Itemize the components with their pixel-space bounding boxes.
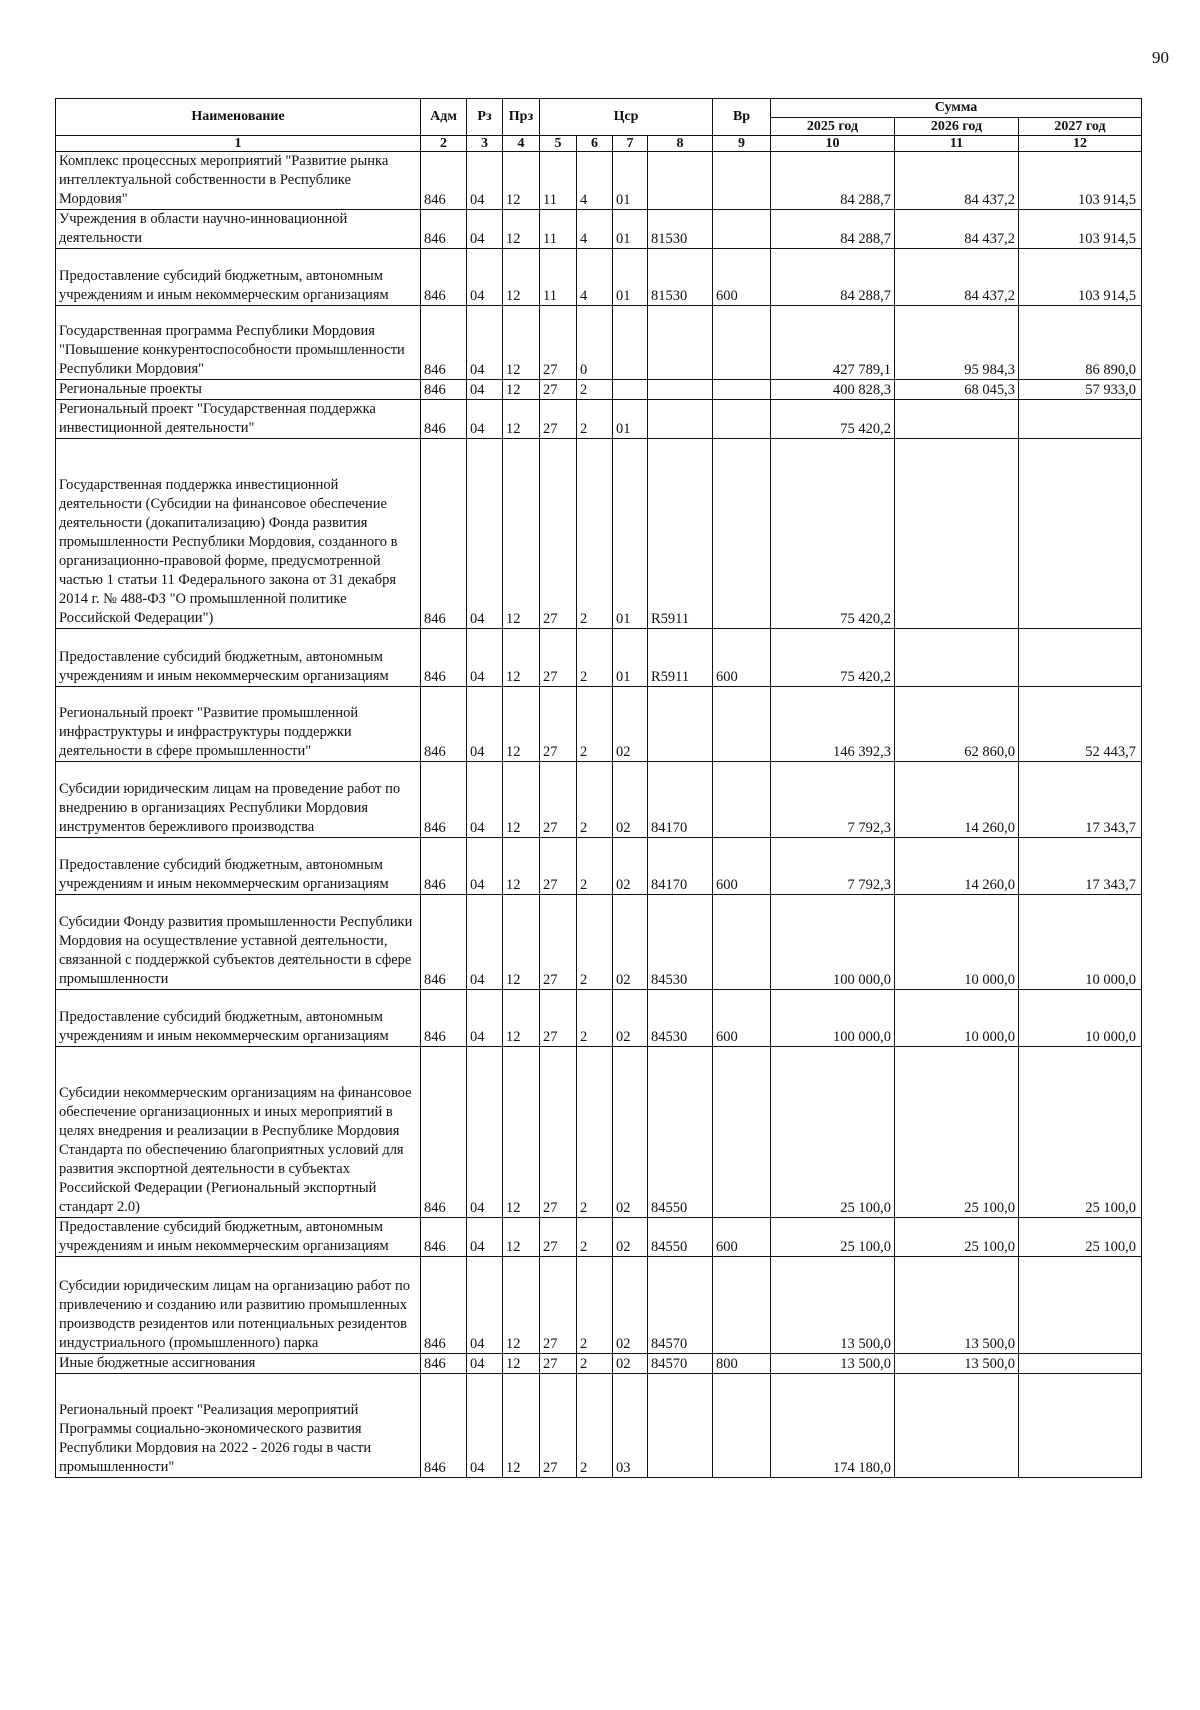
row-csr-7: 01: [613, 152, 648, 210]
row-csr-6: 2: [577, 629, 613, 687]
row-csr-6: 2: [577, 1047, 613, 1218]
row-sum-2025: 7 792,3: [771, 838, 895, 895]
row-sum-2027: 17 343,7: [1019, 762, 1142, 838]
row-rz: 04: [467, 400, 503, 439]
row-prz: 12: [503, 1257, 540, 1354]
row-vr: [713, 1257, 771, 1354]
page-number: 90: [1152, 48, 1169, 67]
row-prz: 12: [503, 400, 540, 439]
row-name: Предоставление субсидий бюджетным, автономным учреждениям и иным некоммерческим организациям: [56, 990, 421, 1047]
row-csr-7: 02: [613, 1047, 648, 1218]
column-number: 1: [56, 136, 421, 152]
row-sum-2027: 52 443,7: [1019, 687, 1142, 762]
row-prz: 12: [503, 439, 540, 629]
row-rz: 04: [467, 1374, 503, 1478]
row-csr-7: [613, 380, 648, 400]
row-vr: 600: [713, 838, 771, 895]
row-vr: 600: [713, 249, 771, 306]
row-csr-5: 27: [540, 687, 577, 762]
column-number: 9: [713, 136, 771, 152]
row-csr-8: [648, 400, 713, 439]
row-sum-2026: [895, 439, 1019, 629]
row-rz: 04: [467, 838, 503, 895]
table-row: [56, 1257, 1142, 1354]
row-csr-7: 01: [613, 629, 648, 687]
row-name: Региональный проект "Развитие промышленной инфраструктуры и инфраструктуры поддержки деятельности в сфере промышленности": [56, 687, 421, 762]
row-sum-2027: [1019, 1354, 1142, 1374]
row-name: Государственная поддержка инвестиционной деятельности (Субсидии на финансовое обеспечение деятельности (докапитализацию) Фонда развития промышленности Республики Мордовия, созданного в организационно-правовой форме, предусмотренной частью 1 статьи 11 Федерального закона от 31 декабря 2014 г. № 488-ФЗ "О промышленной политике Российской Федерации"): [56, 439, 421, 629]
row-vr: 600: [713, 1218, 771, 1257]
row-csr-6: 2: [577, 380, 613, 400]
column-number-row: [56, 136, 1142, 152]
header-csr: Цср: [540, 99, 713, 136]
row-adm: 846: [421, 762, 467, 838]
row-vr: [713, 762, 771, 838]
row-rz: 04: [467, 1354, 503, 1374]
row-name: Предоставление субсидий бюджетным, автономным учреждениям и иным некоммерческим организациям: [56, 629, 421, 687]
row-vr: [713, 687, 771, 762]
row-csr-7: [613, 306, 648, 380]
row-rz: 04: [467, 249, 503, 306]
row-rz: 04: [467, 1047, 503, 1218]
row-csr-7: 02: [613, 1218, 648, 1257]
row-csr-7: 02: [613, 990, 648, 1047]
row-csr-6: 2: [577, 990, 613, 1047]
row-rz: 04: [467, 380, 503, 400]
row-name: Иные бюджетные ассигнования: [56, 1354, 421, 1374]
row-sum-2026: 84 437,2: [895, 152, 1019, 210]
row-sum-2026: 13 500,0: [895, 1257, 1019, 1354]
row-prz: 12: [503, 1218, 540, 1257]
header-2027: 2027 год: [1019, 118, 1142, 136]
row-csr-7: 01: [613, 249, 648, 306]
row-prz: 12: [503, 1047, 540, 1218]
row-csr-8: [648, 1374, 713, 1478]
row-sum-2026: 14 260,0: [895, 762, 1019, 838]
row-vr: [713, 400, 771, 439]
row-sum-2026: 13 500,0: [895, 1354, 1019, 1374]
row-sum-2027: 25 100,0: [1019, 1218, 1142, 1257]
row-sum-2025: 25 100,0: [771, 1047, 895, 1218]
row-prz: 12: [503, 1354, 540, 1374]
row-vr: [713, 380, 771, 400]
row-csr-6: 2: [577, 439, 613, 629]
row-sum-2026: [895, 400, 1019, 439]
row-adm: 846: [421, 439, 467, 629]
row-csr-7: 01: [613, 439, 648, 629]
row-csr-5: 27: [540, 1257, 577, 1354]
row-name: Субсидии юридическим лицам на организацию работ по привлечению и созданию или развитию промышленных производств резидентов или потенциальных резидентов индустриального (промышленного) парка: [56, 1257, 421, 1354]
row-name: Субсидии Фонду развития промышленности Республики Мордовия на осуществление уставной деятельности, связанной с поддержкой субъектов деятельности в сфере промышленности: [56, 895, 421, 990]
table-row: [56, 210, 1142, 249]
row-sum-2025: 400 828,3: [771, 380, 895, 400]
row-prz: 12: [503, 687, 540, 762]
row-sum-2027: 57 933,0: [1019, 380, 1142, 400]
row-csr-5: 27: [540, 895, 577, 990]
row-adm: 846: [421, 249, 467, 306]
row-csr-5: 27: [540, 1354, 577, 1374]
row-csr-6: 2: [577, 762, 613, 838]
row-csr-8: 84550: [648, 1218, 713, 1257]
row-csr-5: 27: [540, 306, 577, 380]
row-vr: [713, 306, 771, 380]
table-row: [56, 152, 1142, 210]
row-rz: 04: [467, 210, 503, 249]
column-number: 11: [895, 136, 1019, 152]
row-sum-2025: 75 420,2: [771, 400, 895, 439]
row-sum-2025: 100 000,0: [771, 895, 895, 990]
row-adm: 846: [421, 306, 467, 380]
row-name: Субсидии юридическим лицам на проведение работ по внедрению в организациях Республики Мордовия инструментов бережливого производства: [56, 762, 421, 838]
row-adm: 846: [421, 687, 467, 762]
row-name: Учреждения в области научно-инновационной деятельности: [56, 210, 421, 249]
row-sum-2025: 174 180,0: [771, 1374, 895, 1478]
row-rz: 04: [467, 762, 503, 838]
row-sum-2026: 14 260,0: [895, 838, 1019, 895]
row-csr-8: 84170: [648, 762, 713, 838]
row-csr-5: 27: [540, 1218, 577, 1257]
row-csr-6: 4: [577, 152, 613, 210]
row-sum-2025: 75 420,2: [771, 439, 895, 629]
row-sum-2025: 100 000,0: [771, 990, 895, 1047]
row-csr-8: [648, 152, 713, 210]
row-sum-2025: 84 288,7: [771, 249, 895, 306]
row-name: Предоставление субсидий бюджетным, автономным учреждениям и иным некоммерческим организациям: [56, 249, 421, 306]
row-csr-7: 01: [613, 210, 648, 249]
row-rz: 04: [467, 895, 503, 990]
row-sum-2027: [1019, 400, 1142, 439]
row-prz: 12: [503, 629, 540, 687]
table-row: [56, 1374, 1142, 1478]
row-sum-2025: 84 288,7: [771, 152, 895, 210]
row-csr-5: 27: [540, 629, 577, 687]
row-adm: 846: [421, 895, 467, 990]
row-csr-7: 01: [613, 400, 648, 439]
header-sum: Сумма: [771, 99, 1142, 118]
row-csr-8: 84530: [648, 990, 713, 1047]
row-prz: 12: [503, 249, 540, 306]
header-adm: Адм: [421, 99, 467, 136]
row-rz: 04: [467, 306, 503, 380]
row-csr-7: 02: [613, 838, 648, 895]
row-csr-6: 2: [577, 1257, 613, 1354]
row-csr-8: 84550: [648, 1047, 713, 1218]
header-vr: Вр: [713, 99, 771, 136]
row-prz: 12: [503, 762, 540, 838]
row-adm: 846: [421, 1374, 467, 1478]
row-csr-8: [648, 380, 713, 400]
column-number: 2: [421, 136, 467, 152]
row-sum-2026: [895, 629, 1019, 687]
row-sum-2027: [1019, 1374, 1142, 1478]
budget-table: [55, 98, 1142, 1478]
table-row: [56, 687, 1142, 762]
row-sum-2025: 25 100,0: [771, 1218, 895, 1257]
row-sum-2025: 13 500,0: [771, 1257, 895, 1354]
row-prz: 12: [503, 306, 540, 380]
table-row: [56, 1218, 1142, 1257]
row-sum-2027: 25 100,0: [1019, 1047, 1142, 1218]
header-name: Наименование: [56, 99, 421, 136]
row-csr-5: 27: [540, 400, 577, 439]
row-csr-6: 4: [577, 210, 613, 249]
row-csr-6: 2: [577, 838, 613, 895]
header-2026: 2026 год: [895, 118, 1019, 136]
row-vr: 600: [713, 990, 771, 1047]
row-csr-5: 27: [540, 838, 577, 895]
row-csr-7: 02: [613, 1257, 648, 1354]
row-sum-2027: 86 890,0: [1019, 306, 1142, 380]
row-vr: [713, 1047, 771, 1218]
column-number: 12: [1019, 136, 1142, 152]
row-sum-2027: [1019, 1257, 1142, 1354]
row-csr-5: 27: [540, 439, 577, 629]
row-rz: 04: [467, 439, 503, 629]
row-name: Региональный проект "Государственная поддержка инвестиционной деятельности": [56, 400, 421, 439]
row-vr: [713, 895, 771, 990]
row-sum-2026: 10 000,0: [895, 990, 1019, 1047]
row-vr: 800: [713, 1354, 771, 1374]
row-csr-8: 84530: [648, 895, 713, 990]
row-name: Предоставление субсидий бюджетным, автономным учреждениям и иным некоммерческим организациям: [56, 1218, 421, 1257]
row-rz: 04: [467, 687, 503, 762]
row-sum-2027: 103 914,5: [1019, 249, 1142, 306]
row-csr-8: R5911: [648, 439, 713, 629]
row-adm: 846: [421, 1218, 467, 1257]
row-rz: 04: [467, 629, 503, 687]
row-csr-8: [648, 687, 713, 762]
row-sum-2027: 17 343,7: [1019, 838, 1142, 895]
row-csr-7: 03: [613, 1374, 648, 1478]
row-sum-2025: 427 789,1: [771, 306, 895, 380]
row-csr-6: 2: [577, 1218, 613, 1257]
row-sum-2026: 84 437,2: [895, 210, 1019, 249]
row-prz: 12: [503, 990, 540, 1047]
column-number: 8: [648, 136, 713, 152]
column-number: 5: [540, 136, 577, 152]
row-csr-5: 27: [540, 380, 577, 400]
row-sum-2027: 103 914,5: [1019, 210, 1142, 249]
table-row: [56, 249, 1142, 306]
row-sum-2026: [895, 1374, 1019, 1478]
row-csr-8: 84570: [648, 1354, 713, 1374]
column-number: 3: [467, 136, 503, 152]
row-sum-2026: 84 437,2: [895, 249, 1019, 306]
row-sum-2027: 10 000,0: [1019, 895, 1142, 990]
row-adm: 846: [421, 1257, 467, 1354]
row-sum-2027: 103 914,5: [1019, 152, 1142, 210]
row-adm: 846: [421, 400, 467, 439]
row-name: Региональные проекты: [56, 380, 421, 400]
row-sum-2026: 10 000,0: [895, 895, 1019, 990]
row-sum-2025: 84 288,7: [771, 210, 895, 249]
row-name: Государственная программа Республики Мордовия "Повышение конкурентоспособности промышленности Республики Мордовия": [56, 306, 421, 380]
row-adm: 846: [421, 838, 467, 895]
row-adm: 846: [421, 380, 467, 400]
row-csr-6: 2: [577, 1374, 613, 1478]
column-number: 6: [577, 136, 613, 152]
row-sum-2026: 62 860,0: [895, 687, 1019, 762]
row-adm: 846: [421, 1354, 467, 1374]
row-vr: [713, 439, 771, 629]
header-2025: 2025 год: [771, 118, 895, 136]
row-csr-8: [648, 306, 713, 380]
row-csr-8: R5911: [648, 629, 713, 687]
row-sum-2025: 13 500,0: [771, 1354, 895, 1374]
row-sum-2027: 10 000,0: [1019, 990, 1142, 1047]
column-number: 10: [771, 136, 895, 152]
row-sum-2026: 68 045,3: [895, 380, 1019, 400]
row-rz: 04: [467, 152, 503, 210]
row-sum-2025: 75 420,2: [771, 629, 895, 687]
table-row: [56, 762, 1142, 838]
row-rz: 04: [467, 1257, 503, 1354]
row-csr-7: 02: [613, 762, 648, 838]
table-row: [56, 838, 1142, 895]
row-prz: 12: [503, 838, 540, 895]
table-row: [56, 1047, 1142, 1218]
table-row: [56, 439, 1142, 629]
table-row: [56, 400, 1142, 439]
header-prz: Прз: [503, 99, 540, 136]
table-row: [56, 990, 1142, 1047]
row-csr-5: 27: [540, 1047, 577, 1218]
row-rz: 04: [467, 990, 503, 1047]
table-body: [56, 152, 1142, 1478]
row-csr-6: 4: [577, 249, 613, 306]
row-csr-6: 2: [577, 1354, 613, 1374]
row-sum-2025: 146 392,3: [771, 687, 895, 762]
row-adm: 846: [421, 990, 467, 1047]
row-csr-5: 11: [540, 152, 577, 210]
row-prz: 12: [503, 152, 540, 210]
row-csr-8: 84570: [648, 1257, 713, 1354]
row-csr-6: 2: [577, 400, 613, 439]
column-number: 4: [503, 136, 540, 152]
row-csr-5: 27: [540, 1374, 577, 1478]
row-sum-2025: 7 792,3: [771, 762, 895, 838]
row-adm: 846: [421, 152, 467, 210]
row-prz: 12: [503, 895, 540, 990]
row-sum-2027: [1019, 629, 1142, 687]
row-vr: [713, 210, 771, 249]
table-row: [56, 380, 1142, 400]
row-vr: 600: [713, 629, 771, 687]
row-csr-6: 0: [577, 306, 613, 380]
header-rz: Рз: [467, 99, 503, 136]
row-vr: [713, 1374, 771, 1478]
row-adm: 846: [421, 1047, 467, 1218]
row-vr: [713, 152, 771, 210]
row-adm: 846: [421, 210, 467, 249]
row-sum-2026: 25 100,0: [895, 1218, 1019, 1257]
row-csr-5: 11: [540, 249, 577, 306]
row-name: Региональный проект "Реализация мероприятий Программы социально-экономического развития Республики Мордовия на 2022 - 2026 годы в части промышленности": [56, 1374, 421, 1478]
row-csr-7: 02: [613, 687, 648, 762]
row-csr-5: 27: [540, 762, 577, 838]
row-name: Субсидии некоммерческим организациям на финансовое обеспечение организационных и иных мероприятий в целях внедрения и реализации в Республике Мордовия Стандарта по обеспечению благоприятных условий для развития экспортной деятельности в субъектах Российской Федерации (Региональный экспортный стандарт 2.0): [56, 1047, 421, 1218]
table-row: [56, 306, 1142, 380]
row-name: Предоставление субсидий бюджетным, автономным учреждениям и иным некоммерческим организациям: [56, 838, 421, 895]
table-row: [56, 629, 1142, 687]
row-csr-7: 02: [613, 1354, 648, 1374]
column-number: 7: [613, 136, 648, 152]
row-prz: 12: [503, 380, 540, 400]
row-csr-6: 2: [577, 895, 613, 990]
table-row: [56, 1354, 1142, 1374]
row-name: Комплекс процессных мероприятий "Развитие рынка интеллектуальной собственности в Республике Мордовия": [56, 152, 421, 210]
row-adm: 846: [421, 629, 467, 687]
row-sum-2027: [1019, 439, 1142, 629]
row-csr-5: 11: [540, 210, 577, 249]
row-rz: 04: [467, 1218, 503, 1257]
row-prz: 12: [503, 1374, 540, 1478]
row-prz: 12: [503, 210, 540, 249]
row-sum-2026: 25 100,0: [895, 1047, 1019, 1218]
row-csr-8: 81530: [648, 249, 713, 306]
row-csr-8: 81530: [648, 210, 713, 249]
row-csr-8: 84170: [648, 838, 713, 895]
row-csr-6: 2: [577, 687, 613, 762]
row-csr-5: 27: [540, 990, 577, 1047]
table-row: [56, 895, 1142, 990]
row-sum-2026: 95 984,3: [895, 306, 1019, 380]
row-csr-7: 02: [613, 895, 648, 990]
